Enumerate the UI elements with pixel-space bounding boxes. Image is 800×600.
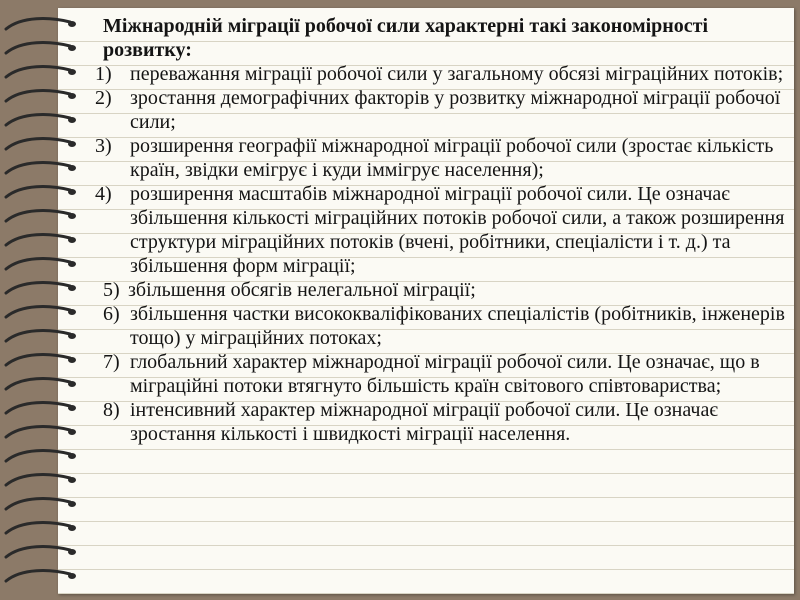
list-item-4: [95, 182, 785, 278]
list-marker: 1): [95, 63, 112, 85]
list-item-6: [95, 302, 785, 350]
list-item-2: [95, 86, 785, 134]
slide-title: Міжнародній міграції робочої сили характерні такі закономірності розвитку:: [103, 15, 709, 61]
list-item-8: [95, 398, 785, 446]
list-item-text: розширення географії міжнародної міграції робочої сили (зростає кількість країн, звідки емігрує і куди іммігрує населення);: [130, 135, 774, 181]
slide-content: [95, 14, 785, 446]
list-item-text: зростання демографічних факторів у розвитку міжнародної міграції робочої сили;: [130, 87, 781, 133]
list-marker: 5): [103, 279, 120, 301]
list-item-7: [95, 350, 785, 398]
list-item-text: збільшення частки висококваліфікованих спеціалістів (робітників, інженерів тощо) у міграційних потоках;: [130, 303, 785, 349]
list-marker: 8): [103, 399, 120, 421]
list-item-3: [95, 134, 785, 182]
list-item-1: [95, 62, 785, 86]
list-item-text: глобальний характер міжнародної міграції робочої сили. Це означає, що в міграційні потоки втягнуто більшість країн світового співтовариства;: [130, 351, 760, 397]
list-marker: 6): [103, 303, 120, 325]
list-marker: 3): [95, 135, 112, 157]
list-item-text: переважання міграції робочої сили у загальному обсязі міграційних потоків;: [130, 63, 784, 85]
list-marker: 7): [103, 351, 120, 373]
list-item-text: збільшення обсягів нелегальної міграції;: [128, 279, 476, 301]
list-item-text: розширення масштабів міжнародної міграції робочої сили. Це означає збільшення кількості міграційних потоків робочої сили, а також розширення структури міграційних потоків (вчені, робітники, спеціалісти і т. д.) та збільшення форм міграції;: [130, 183, 785, 277]
list-marker: 4): [95, 183, 112, 205]
list-item-text: інтенсивний характер міжнародної міграції робочої сили. Це означає зростання кількості і швидкості міграції населення.: [130, 399, 718, 445]
list-item-5: [95, 278, 785, 302]
list-marker: 2): [95, 87, 112, 109]
